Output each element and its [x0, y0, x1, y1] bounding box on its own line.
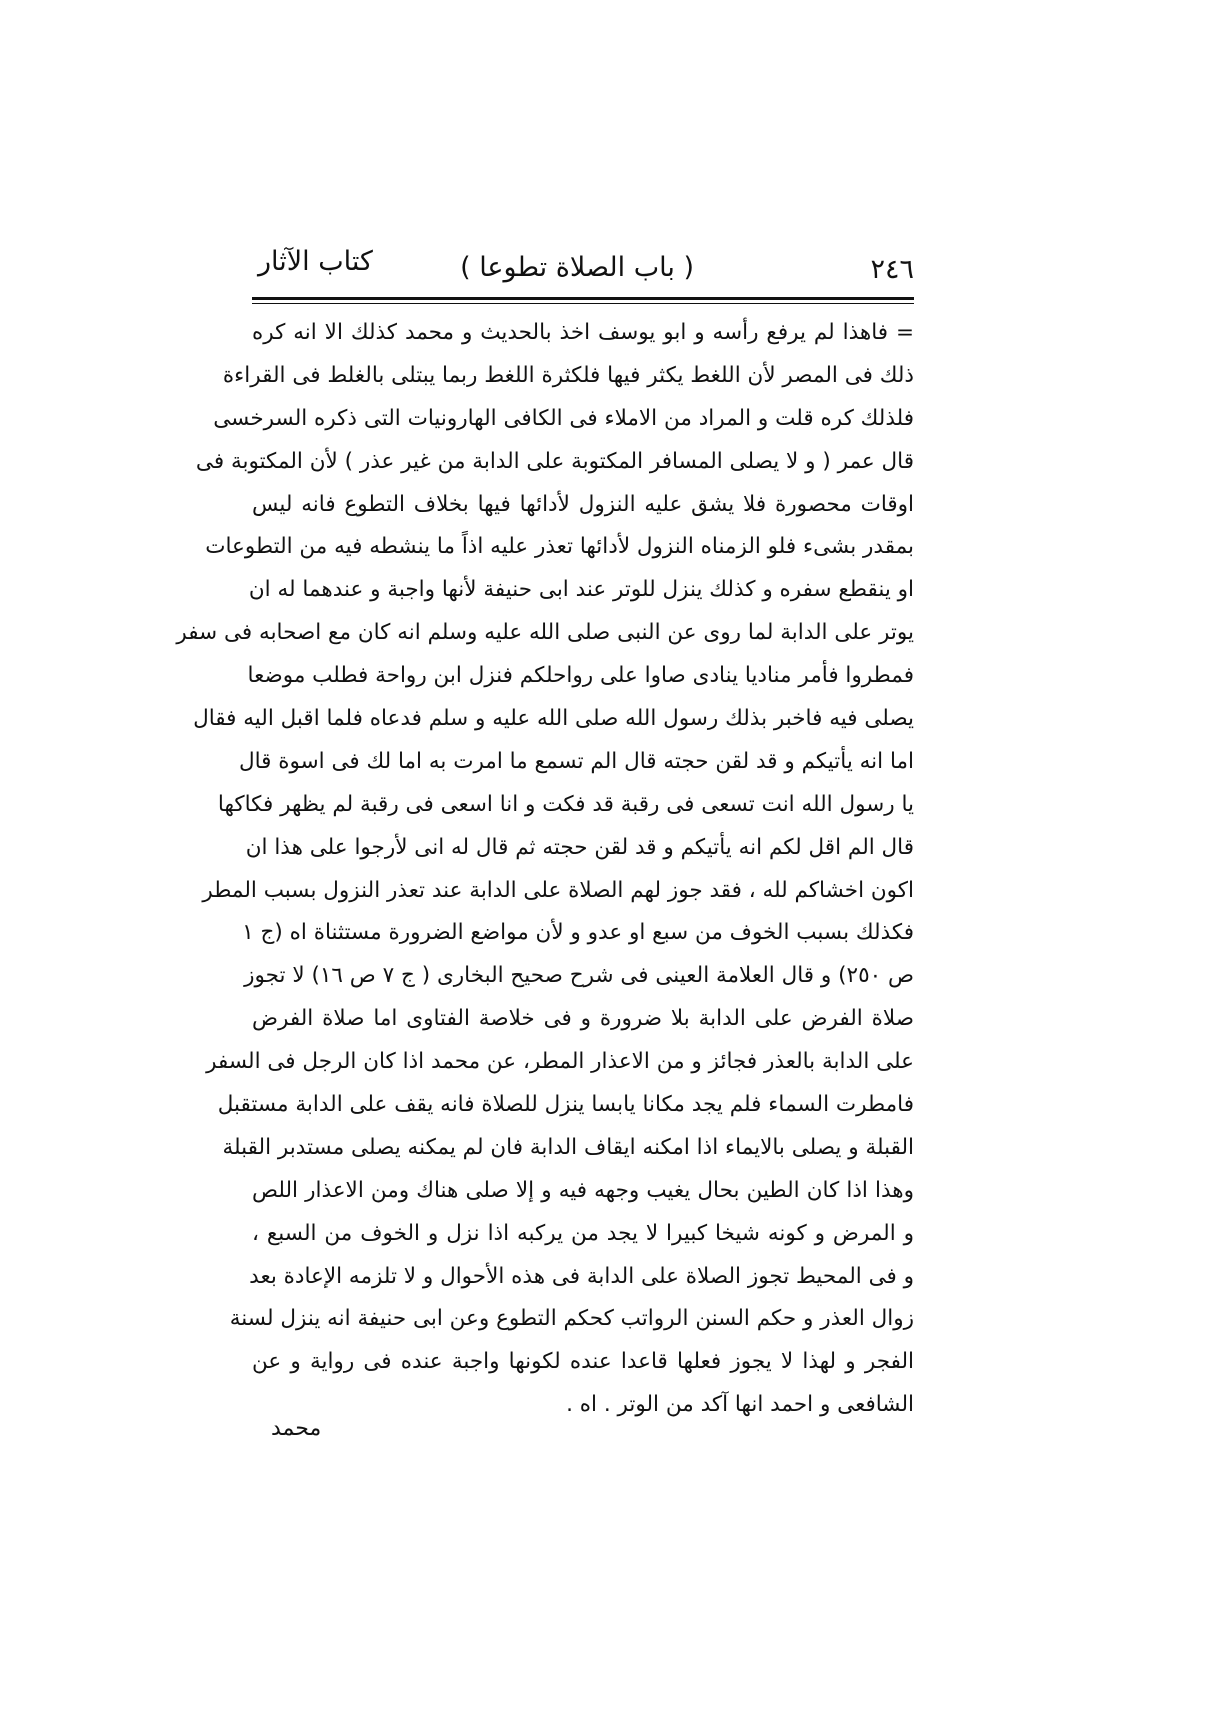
chapter-title: ( باب الصلاة تطوعا ) [460, 252, 694, 283]
text-line: وهذا اذا كان الطين بحال يغيب وجهه فيه و إلا صلى هناك ومن الاعذار اللص [252, 1177, 914, 1203]
text-line: و المرض و كونه شيخا كبيرا لا يجد من يركبه اذا نزل و الخوف من السبع ، [252, 1220, 914, 1246]
body-text [176, 312, 914, 1427]
text-line: صلاة الفرض على الدابة بلا ضرورة و فى خلاصة الفتاوى اما صلاة الفرض [252, 1006, 914, 1032]
text-line: فامطرت السماء فلم يجد مكانا يابسا ينزل للصلاة فانه يقف على الدابة مستقبل [217, 1092, 914, 1118]
text-line: فكذلك بسبب الخوف من سبع او عدو و لأن مواضع الضرورة مستثناة اه (ج ١ [242, 920, 914, 946]
text-line: على الدابة بالعذر فجائز و من الاعذار المطر، عن محمد اذا كان الرجل فى السفر [206, 1049, 914, 1075]
text-line: = فاهذا لم يرفع رأسه و ابو يوسف اخذ بالحديث و محمد كذلك الا انه كره [252, 320, 914, 345]
header-rule-thin [252, 303, 914, 304]
text-line: القبلة و يصلى بالايماء اذا امكنه ايقاف الدابة فان لم يمكنه يصلى مستدبر القبلة [222, 1134, 914, 1160]
text-line: الفجر و لهذا لا يجوز فعلها قاعدا عنده لكونها واجبة عنده فى رواية و عن [252, 1349, 914, 1375]
text-line: زوال العذر و حكم السنن الرواتب كحكم التطوع وعن ابى حنيفة انه ينزل لسنة [229, 1306, 914, 1332]
text-line: يصلى فيه فاخبر بذلك رسول الله صلى الله عليه و سلم فدعاه فلما اقبل اليه فقال [193, 706, 914, 732]
page-header [252, 246, 914, 294]
text-line: يوتر على الدابة لما روى عن النبى صلى الله عليه وسلم انه كان مع اصحابه فى سفر [176, 620, 914, 646]
footnote-mark: محمد [271, 1416, 322, 1441]
page-number: ٢٤٦ [870, 254, 914, 285]
text-line: الشافعى و احمد انها آكد من الوتر . اه . [566, 1392, 914, 1418]
book-title: كتاب الآثار [258, 246, 373, 277]
text-line: فمطروا فأمر مناديا ينادى صاوا على رواحلكم فنزل ابن رواحة فطلب موضعا [247, 663, 914, 689]
text-line: اكون اخشاكم لله ، فقد جوز لهم الصلاة على الدابة عند تعذر النزول بسبب المطر [202, 877, 914, 903]
text-line: فلذلك كره قلت و المراد من الاملاء فى الكافى الهارونيات التى ذكره السرخسى [213, 405, 914, 431]
text-line: اوقات محصورة فلا يشق عليه النزول لأدائها فيها بخلاف التطوع فانه ليس [252, 491, 914, 517]
text-line: ص ٢٥٠) و قال العلامة العينى فى شرح صحيح البخارى ( ج ٧ ص ١٦) لا تجوز [244, 963, 914, 989]
text-line: قال الم اقل لكم انه يأتيكم و قد لقن حجته ثم قال له انى لأرجوا على هذا ان [245, 834, 914, 860]
text-line: اما انه يأتيكم و قد لقن حجته قال الم تسمع ما امرت به اما لك فى اسوة قال [238, 748, 914, 774]
text-line: قال عمر ( و لا يصلى المسافر المكتوبة على الدابة من غير عذر ) لأن المكتوبة فى [195, 448, 914, 474]
text-line: او ينقطع سفره و كذلك ينزل للوتر عند ابى حنيفة لأنها واجبة و عندهما له ان [248, 577, 914, 603]
text-line: ذلك فى المصر لأن اللغط يكثر فيها فلكثرة اللغط ربما يبتلى بالغلط فى القراءة [222, 362, 914, 388]
text-line: بمقدر بشىء فلو الزمناه النزول لأدائها تعذر عليه اذاً ما ينشطه فيه من التطوعات [205, 534, 914, 560]
text-line: و فى المحيط تجوز الصلاة على الدابة فى هذه الأحوال و لا تلزمه الإعادة بعد [249, 1263, 914, 1289]
text-line: يا رسول الله انت تسعى فى رقبة قد فكت و انا اسعى فى رقبة لم يظهر فكاكها [217, 791, 914, 817]
header-rule-thick [252, 297, 914, 300]
